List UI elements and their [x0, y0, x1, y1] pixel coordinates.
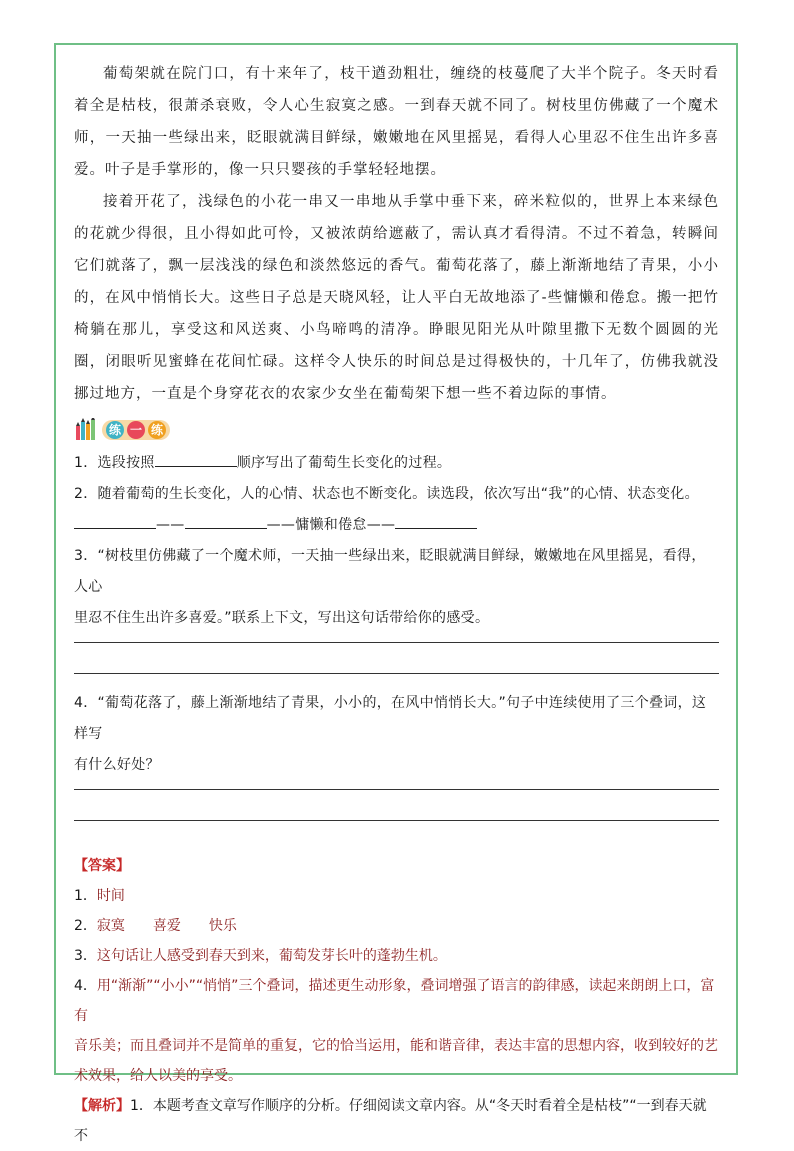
answer-blank-2a[interactable]	[74, 512, 156, 529]
badge-char-1: 练	[106, 421, 124, 439]
question-4-line-2: 有什么好处？	[74, 757, 160, 773]
question-2-blanks: —— ——慵懒和倦怠——	[74, 510, 719, 541]
passage-paragraph-2: 接着开花了，浅绿色的小花一串又一串地从手掌中垂下来，碎米粒似的，世界上本来绿色的花就少得很，且小得如此可怜，又被浓荫给遮蔽了，需认真才看得清。不过不着急，转瞬间它们就落了，飘一层浅浅的绿色和淡然悠远的香气。葡萄花落了，藤上渐渐地结了青果，小小的，在风中悄悄长大。这些日子总是天晓风轻，让人平白无故地添了-些慵懒和倦怠。搬一把竹椅躺在那儿，享受这和风送爽、小鸟啼鸣的清净。睁眼见阳光从叶隙里撒下无数个圆圆的光圈，闭眼听见蜜蜂在花间忙碌。这样令人快乐的时间总是过得极快的，十几年了，仿佛我就没挪过地方，一直是个身穿花衣的农家少女坐在葡萄架下想一些不着边际的事情。	[74, 194, 719, 402]
analysis-tag: 【解析】	[74, 1098, 130, 1114]
practice-label	[102, 420, 170, 440]
answer-blank-1[interactable]	[155, 450, 237, 467]
reading-passage	[74, 58, 719, 410]
pencils-icon	[74, 418, 100, 442]
answer-4-line-3: 术效果，给人以美的享受。	[74, 1068, 242, 1084]
answer-1: 1．时间	[74, 888, 125, 904]
answer-2: 2．寂寞 喜爱 快乐	[74, 918, 237, 934]
question-4-line-1: 4．“葡萄花落了，藤上渐渐地结了青果，小小的，在风中悄悄长大。”句子中连续使用了三个叠词，这样写	[74, 695, 707, 742]
answer-line[interactable]	[74, 642, 719, 643]
answer-4-line-2: 音乐美；而且叠词并不是简单的重复，它的恰当运用，能和谐音律，表达丰富的思想内容，收到较好的艺	[74, 1038, 718, 1054]
document-content	[74, 58, 719, 1151]
answer-blank-2c[interactable]	[395, 512, 477, 529]
badge-char-2: 一	[127, 421, 145, 439]
answer-3: 3．这句话让人感受到春天到来，葡萄发芽长叶的蓬勃生机。	[74, 948, 447, 964]
analysis-text: 1．本题考查文章写作顺序的分析。仔细阅读文章内容。从“冬天时看着全是枯枝”“一到春天就不	[74, 1098, 707, 1144]
answer-blank-2b[interactable]	[185, 512, 267, 529]
analysis	[74, 1091, 719, 1151]
answer-4-line-1: 4．用“渐渐”“小小”“悄悄”三个叠词，描述更生动形象，叠词增强了语言的韵律感，读起来朗朗上口，富有	[74, 978, 715, 1024]
question-3-line-1: 3．“树枝里仿佛藏了一个魔术师，一天抽一些绿出来，眨眼就满目鲜绿，嫩嫩地在风里摇晃，看得，人心	[74, 548, 706, 595]
question-1: 1．选段按照 顺序写出了葡萄生长变化的过程。	[74, 448, 719, 479]
question-3-line-2: 里忍不住生出许多喜爱。”联系上下文，写出这句话带给你的感受。	[74, 610, 490, 626]
badge-char-3: 练	[148, 421, 166, 439]
question-2: 2．随着葡萄的生长变化，人的心情、状态也不断变化。读选段，依次写出“我”的心情、状态变化。	[74, 486, 699, 502]
answer-heading: 【答案】	[74, 858, 130, 874]
passage-paragraph-1: 葡萄架就在院门口，有十来年了，枝干遒劲粗壮，缠绕的枝蔓爬了大半个院子。冬天时看着全是枯枝，很萧杀衰败，令人心生寂寞之感。一到春天就不同了。树枝里仿佛藏了一个魔术师，一天抽一些绿出来，眨眼就满目鲜绿，嫩嫩地在风里摇晃，看得人心里忍不住生出许多喜爱。叶子是手掌形的，像一只只婴孩的手掌轻轻地摆。	[74, 66, 719, 178]
practice-badge	[74, 416, 719, 444]
answer-line[interactable]	[74, 789, 719, 790]
